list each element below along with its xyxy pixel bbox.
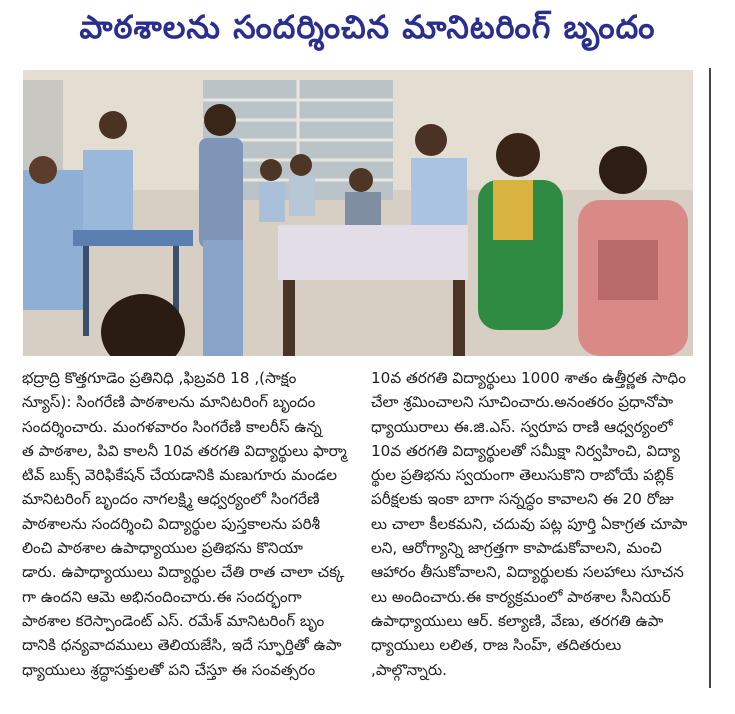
article-line: లని, ఆరోగ్యాన్ని జాగ్రత్తగా కాపాడుకోవాలని, మంచి (371, 539, 662, 558)
article-line: త పాఠశాల, పివి కాలనీ 10వ తరగతి విద్యార్థులు ఫార్మా (22, 441, 347, 460)
article-line: న్యూస్): సింగరేణి పాఠశాలను మానిటరింగ్ బృందం (22, 393, 316, 412)
article-line: ర్థుల ప్రతిభను స్వయంగా తెలుసుకొని రాబోయే పబ్లిక్ (371, 466, 674, 485)
article-line: లించి పాఠశాల ఉపాధ్యాయుల ప్రతిభను కొనియా (22, 539, 303, 558)
article-line: లు చాలా కీలకమని, చదువు పట్ల పూర్తి ఏకాగ్రత చూపా (371, 514, 688, 533)
article-column-right (371, 366, 701, 682)
article-line: ధ్యాయులు లలిత, రాజ సింహ్, తదితరులు (371, 636, 622, 655)
article-line: చేలా శ్రమించాలని సూచించారు.అనంతరం ప్రధానోపా (371, 393, 673, 412)
article-line: దానికి ధన్యవాదములు తెలియజేసి, ఇదే స్ఫూర్తితో ఉపా (22, 636, 342, 655)
article-line: ధ్యాయురాలు ఈ.జి.ఎస్. స్వరూప రాణి ఆధ్వర్యంలో (371, 417, 673, 436)
headline: పాఠశాలను సందర్శించిన మానిటరింగ్ బృందం (79, 8, 656, 46)
article-line: 10వ తరగతి విద్యార్థులతో సమీక్షా నిర్వహించి, విద్యా (371, 441, 680, 460)
article-line: ఉపాధ్యాయులు ఆర్. కల్యాణి, వేణు, తరగతి ఉపా (371, 611, 664, 630)
article-line: పాఠశాలను సందర్శించి విద్యార్థుల పుస్తకాలను పరిశీ (22, 514, 320, 533)
article-line: పరీక్షలకు ఇంకా బాగా సన్నద్ధం కావాలని ఈ 20 రోజు (371, 490, 674, 509)
article-line: 10వ తరగతి విద్యార్థులు 1000 శాతం ఉత్తీర్ణత సాధిం (371, 369, 686, 387)
article-line: ఆహారం తీసుకోవాలని, విద్యార్థులకు సలహాలు సూచన (371, 563, 684, 582)
photo-classroom-visit-icon (23, 70, 693, 356)
article-line: టివ్ బుక్స్ వెరిఫికేషన్ చేయడానికి మణుగూరు మండల (22, 466, 338, 485)
article-line: డారు. ఉపాధ్యాయులు విద్యార్థుల చేతి రాత చాలా చక్క (22, 563, 345, 582)
article-line: ,పాల్గొన్నారు. (371, 660, 447, 679)
article-line: లు అందించారు.ఈ కార్యక్రమంలో పాఠశాల సీనియర్ (371, 587, 671, 606)
article-line: సందర్శించారు. మంగళవారం సింగరేణి కాలరీస్ ఉన్న (22, 417, 322, 436)
article-line: ధ్యాయులు శ్రద్ధాసక్తులతో పని చేస్తూ ఈ సంవత్సరం (22, 660, 316, 679)
article-line: మానిటరింగ్ బృందం నాగలక్ష్మి ఆధ్వర్యంలో సింగరేణి (22, 490, 320, 509)
article-line: భద్రాద్రి కొత్తగూడెం ప్రతినిధి ,ఫిబ్రవరి 18 ,(సాక్షం (22, 369, 297, 387)
article-line: పాఠశాల కరెస్పాండెంట్ ఎస్. రమేశ్ మానిటరింగ్ బృం (22, 611, 325, 630)
column-rule (709, 68, 711, 688)
news-photo (23, 70, 693, 356)
article-column-left (22, 366, 352, 682)
article-line: గా ఉందని ఆమె అభినందించారు.ఈ సందర్భంగా (22, 587, 302, 606)
